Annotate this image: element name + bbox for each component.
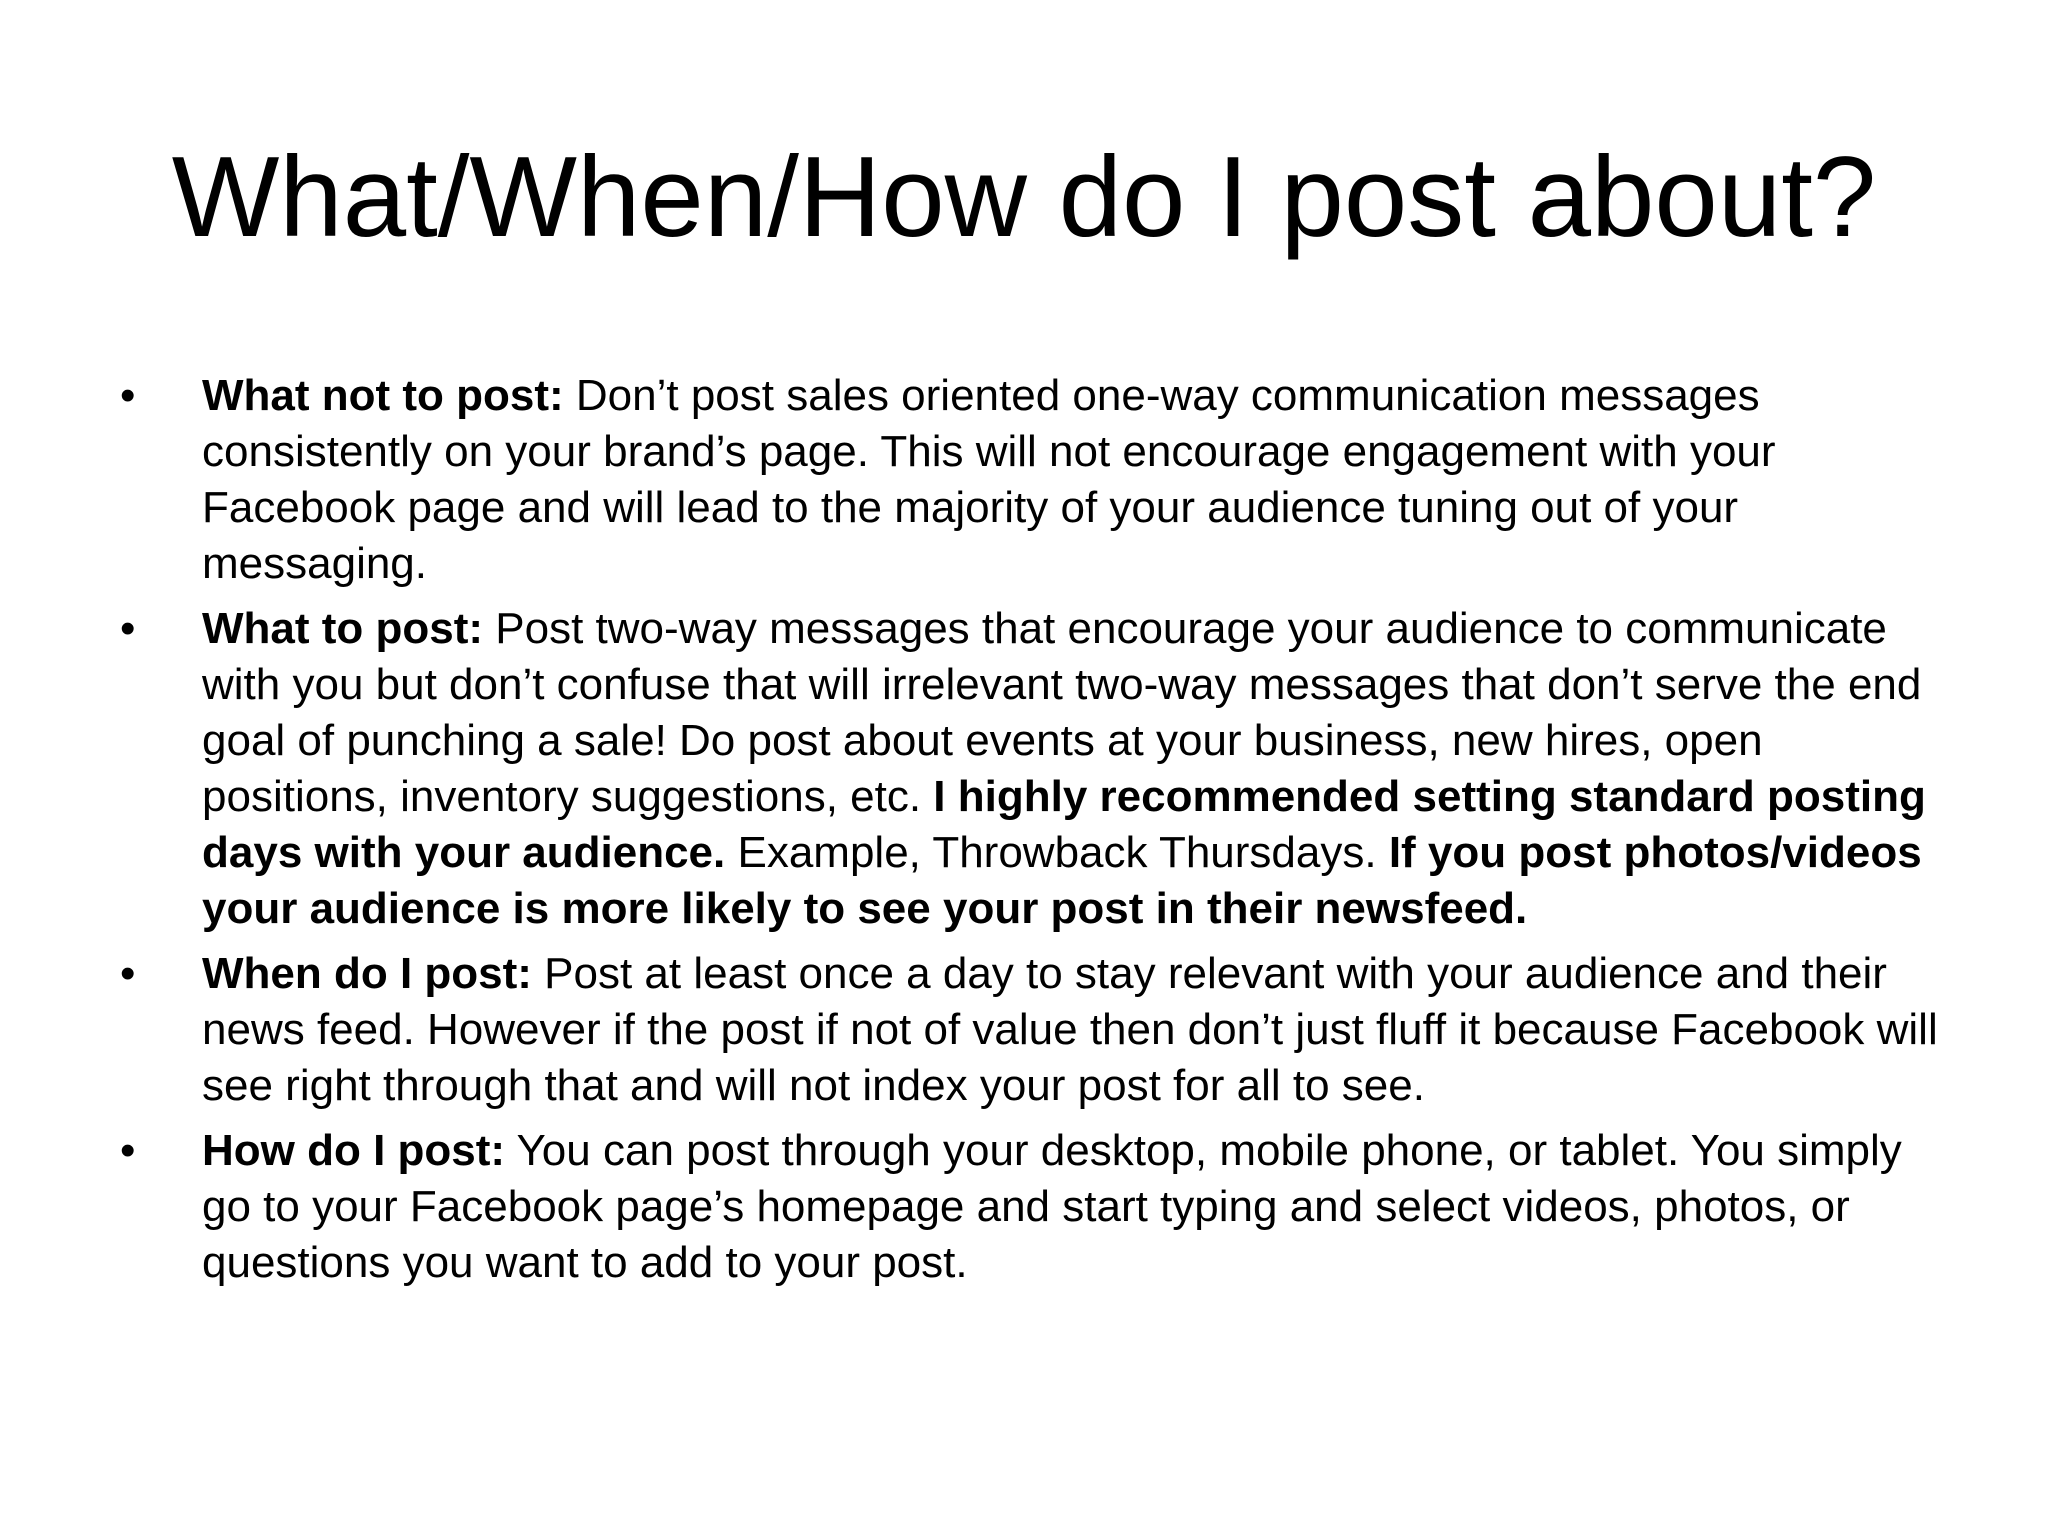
bullet-item-what-to-post — [120, 601, 1950, 937]
bullet-text: You can post through your desktop, mobile phone, or tablet. You simply go to your Facebook page’s homepage and start typing and select videos, photos, or questions you want to add to your post. — [202, 1126, 1902, 1287]
bullet-dot-icon — [120, 1123, 160, 1179]
bullet-lead: What not to post: — [202, 371, 564, 420]
bullet-text: Don’t post sales oriented one-way communication messages consistently on your brand’s page. This will not encourage engagement with your Facebook page and will lead to the majority of your audience tuning out of your messaging. — [202, 371, 1776, 588]
slide-title: What/When/How do I post about? — [171, 134, 1877, 261]
bullet-list — [120, 368, 1950, 1300]
bullet-lead: When do I post: — [202, 949, 532, 998]
bullet-lead: What to post: — [202, 604, 484, 653]
bullet-dot-icon — [120, 368, 160, 424]
bullet-dot-icon — [120, 946, 160, 1002]
bullet-item-what-not-to-post — [120, 368, 1950, 592]
bullet-text: Post at least once a day to stay relevant with your audience and their news feed. However if the post if not of value then don’t just fluff it because Facebook will see right through that and will not index your post for all to see. — [202, 949, 1938, 1110]
bullet-emphasis: If you post photos/videos your audience is more likely to see your post in their newsfeed. — [202, 828, 1922, 933]
bullet-item-how-do-i-post — [120, 1123, 1950, 1291]
bullet-item-when-do-i-post — [120, 946, 1950, 1114]
bullet-emphasis: I highly recommended setting standard posting days with your audience. — [202, 772, 1926, 877]
bullet-dot-icon — [120, 601, 160, 657]
bullet-text: Example, Throwback Thursdays. — [725, 828, 1389, 877]
bullet-text: Post two-way messages that encourage your audience to communicate with you but don’t confuse that will irrelevant two-way messages that don’t serve the end goal of punching a sale! Do post about events at your business, new hires, open positions, inventory suggestions, etc. — [202, 604, 1922, 821]
bullet-lead: How do I post: — [202, 1126, 506, 1175]
